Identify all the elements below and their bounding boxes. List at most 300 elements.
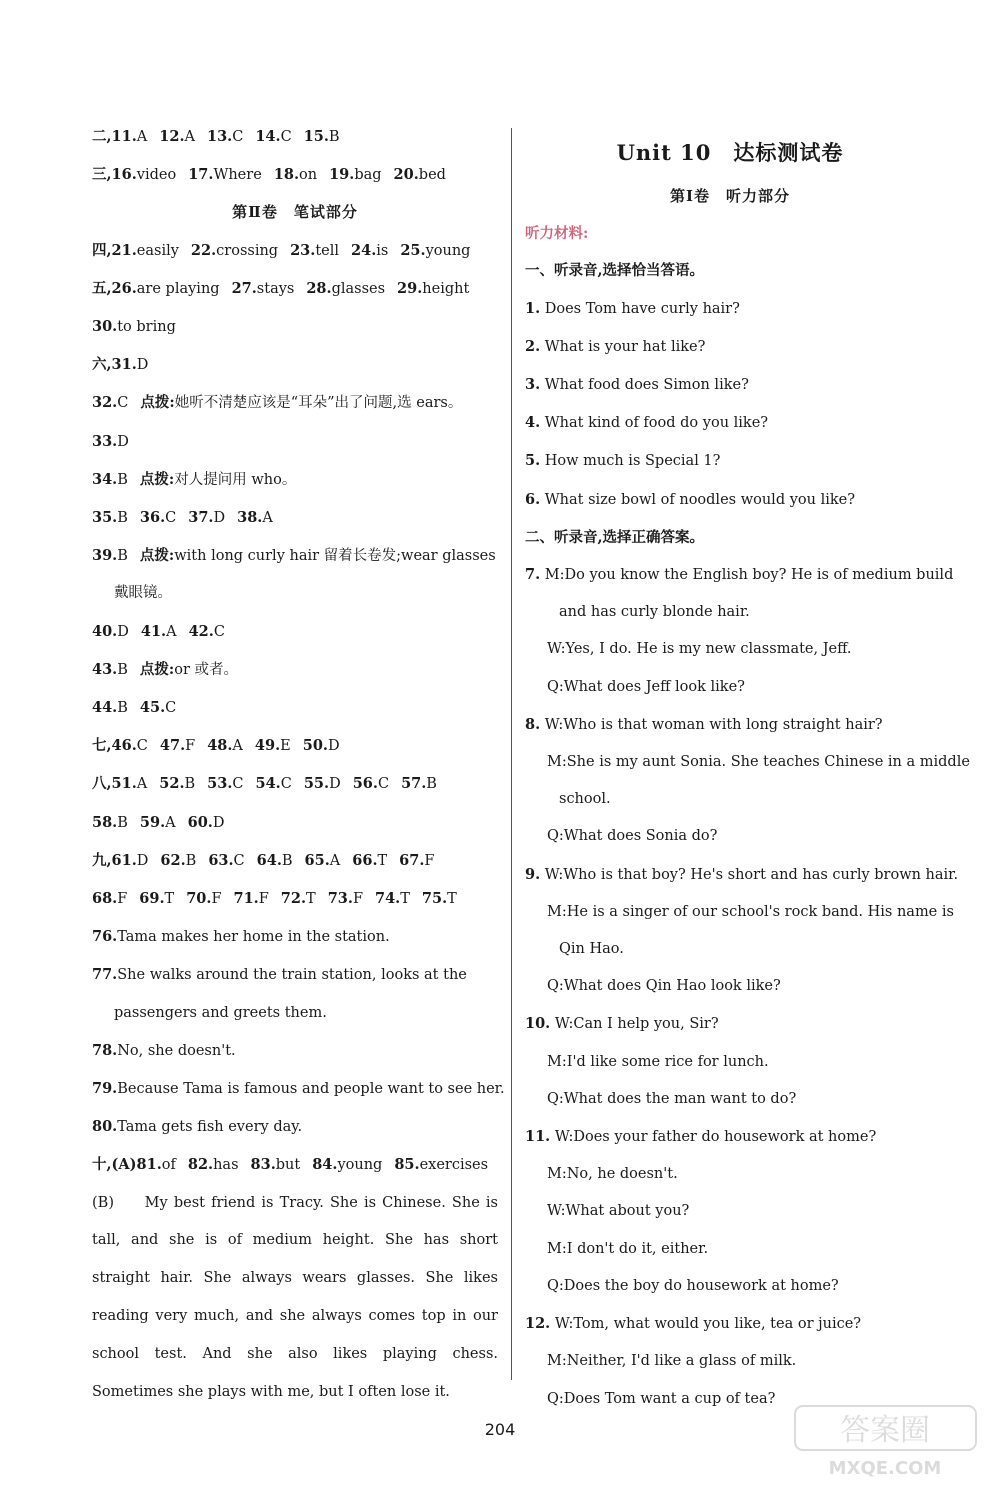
answer-value: A — [136, 129, 148, 145]
dialog-text: Q:What does Qin Hao look like? — [547, 978, 781, 995]
answer-value: bag — [354, 167, 382, 184]
listening-question — [525, 481, 935, 519]
answer-item — [92, 1157, 176, 1173]
answer-item — [160, 853, 196, 869]
answer-item — [303, 738, 340, 754]
dialog-line — [525, 1005, 935, 1043]
answer-item — [232, 281, 295, 297]
answer-value: exercises — [419, 1157, 489, 1174]
answer-number: 七,46. — [92, 737, 137, 755]
page-number: 204 — [484, 1420, 516, 1439]
answer-value: C — [280, 776, 292, 793]
answer-value: B — [117, 548, 128, 565]
answer-item — [306, 281, 385, 297]
dialog-line — [525, 968, 935, 1005]
answer-number: 十,(A)81. — [92, 1156, 162, 1174]
question-text: What is your hat like? — [540, 338, 706, 355]
dialog-line — [525, 1156, 935, 1193]
answer-line — [92, 461, 498, 499]
answer-value: E — [280, 738, 291, 755]
answer-number: 47. — [159, 737, 186, 755]
answer-value: on — [299, 167, 318, 184]
answer-number: 二,11. — [92, 128, 137, 145]
answer-item — [92, 434, 129, 450]
answer-number: 四,21. — [92, 241, 137, 259]
dialog-line — [525, 706, 935, 744]
dialog-text: W:Yes, I do. He is my new classmate, Jeff. — [547, 641, 852, 658]
answer-line — [92, 956, 498, 994]
answer-item — [140, 662, 238, 678]
answer-item — [92, 357, 148, 373]
answer-number: 点拨: — [139, 660, 175, 678]
answer-39-continued: 戴眼镜。 — [114, 585, 172, 602]
answer-value: A — [262, 510, 273, 527]
answer-number: 84. — [312, 1156, 338, 1174]
answer-number: 39. — [92, 547, 118, 565]
answer-line — [92, 232, 498, 270]
answer-number: 50. — [302, 737, 328, 755]
dialog-number: 7. — [525, 566, 541, 584]
answer-value: T — [164, 891, 175, 908]
questions-section-one — [525, 290, 935, 519]
answer-item — [92, 967, 467, 983]
answer-number: 点拨: — [140, 394, 175, 412]
answer-value: B — [281, 852, 293, 869]
answer-line — [92, 270, 498, 308]
answer-value: A — [329, 852, 341, 869]
answer-number: 23. — [290, 241, 316, 259]
listening-question — [525, 404, 935, 442]
answer-value: D — [136, 357, 149, 374]
answer-item — [92, 776, 147, 792]
question-number: 3. — [525, 376, 541, 394]
answer-value: stays — [256, 280, 295, 297]
answer-number: 69. — [139, 890, 165, 908]
dialog-text: Q:What does Jeff look like? — [547, 678, 745, 695]
answer-value: T — [400, 891, 410, 908]
answer-value: crossing — [216, 242, 279, 259]
dialog-text: W:Who is that woman with long straight hair? — [544, 716, 883, 733]
answer-line — [92, 308, 498, 346]
dialog-line — [525, 781, 935, 818]
dialog-line — [525, 1268, 935, 1305]
answer-number: 36. — [139, 509, 166, 527]
answer-value: A — [136, 776, 148, 793]
answer-number: 71. — [233, 890, 259, 908]
dialogs-section-two — [525, 556, 970, 1418]
answer-value: Because Tama is famous and people want to see her. — [117, 1081, 505, 1098]
dialog-line — [525, 1118, 935, 1156]
answer-item — [208, 853, 244, 869]
answer-number: 41. — [140, 622, 167, 640]
answer-number: 55. — [303, 775, 330, 793]
dialog-number: 9. — [525, 865, 541, 883]
dialog-text: M:Do you know the English boy? He is of medium build — [544, 567, 954, 584]
answer-value: 她听不清楚应该是“耳朵”出了问题,选 ears。 — [174, 395, 463, 412]
answer-item — [92, 1081, 505, 1097]
answer-value: D — [327, 738, 340, 755]
answer-value: young — [337, 1157, 383, 1174]
answer-line — [92, 842, 498, 880]
answer-number: 43. — [92, 660, 118, 678]
answer-value: B — [426, 776, 437, 793]
answer-item — [351, 243, 388, 259]
answer-number: 57. — [401, 775, 427, 793]
dialog-text: Q:What does Sonia do? — [547, 828, 718, 845]
question-number: 4. — [525, 414, 541, 432]
answer-value: C — [117, 395, 129, 412]
answer-number: 85. — [394, 1156, 420, 1174]
answer-item — [92, 548, 128, 564]
answer-value: F — [211, 891, 222, 908]
answer-number: 48. — [207, 737, 233, 755]
answer-item — [207, 776, 243, 792]
dialog-line — [525, 856, 959, 894]
answer-number: 27. — [231, 279, 257, 297]
answer-item — [207, 129, 243, 145]
dialog-text: M:He is a singer of our school's rock band. His name is — [547, 903, 954, 920]
answer-item — [92, 395, 128, 411]
answer-item — [422, 891, 457, 907]
answer-item — [92, 472, 128, 488]
dialog-line — [525, 744, 970, 781]
answer-number: 70. — [186, 890, 212, 908]
answer-value: B — [185, 852, 197, 869]
unit-title: Unit 10 达标测试卷 — [616, 140, 844, 165]
answer-number: 56. — [352, 775, 378, 793]
answer-number: 78. — [92, 1041, 118, 1059]
answer-value: or 或者。 — [174, 661, 239, 678]
answer-value: height — [422, 280, 470, 297]
answer-item — [257, 853, 293, 869]
answer-value: T — [447, 891, 457, 908]
answer-item — [251, 1157, 301, 1173]
answer-number: 37. — [188, 509, 214, 527]
dialog-line — [525, 894, 954, 931]
answer-value: is — [376, 242, 389, 259]
answer-value: D — [213, 510, 226, 527]
listening-question — [525, 328, 935, 366]
answer-line — [92, 423, 498, 461]
answers-part3 — [92, 613, 498, 995]
answer-item — [188, 1157, 239, 1173]
question-number: 2. — [525, 337, 541, 355]
dialog-line — [525, 1044, 935, 1081]
answer-number: 38. — [237, 509, 263, 527]
answer-line — [92, 727, 498, 765]
answer-number: 62. — [160, 851, 186, 869]
answer-number: 18. — [273, 166, 300, 184]
answer-number: 八,51. — [92, 775, 137, 793]
answer-item — [92, 1119, 302, 1135]
answer-value: Where — [213, 167, 262, 184]
answer-number: 52. — [159, 775, 185, 793]
answer-value: C — [233, 852, 245, 869]
answer-value: C — [213, 623, 225, 640]
answer-line — [92, 346, 498, 384]
answer-value: bed — [418, 167, 446, 184]
answer-item — [188, 815, 225, 831]
dialog-text: Qin Hao. — [559, 941, 624, 958]
question-text: What kind of food do you like? — [540, 415, 769, 432]
answer-number: 77. — [92, 966, 118, 984]
answer-line — [92, 384, 498, 422]
answer-value: B — [184, 776, 196, 793]
answer-item — [304, 129, 340, 145]
answer-number: 72. — [280, 890, 307, 908]
answer-number: 60. — [187, 813, 213, 831]
essay-text: My best friend is Tracy. She is Chinese. She is tall, and she is of medium height. She has short straight hair. She always wears glasses. She likes reading very much, and she always comes top in our school test. And she also likes playing chess. Sometimes she plays with me, but I often lose it. — [92, 1194, 498, 1400]
answer-number: 74. — [375, 890, 401, 908]
answer-number: 80. — [92, 1118, 118, 1136]
dialog-text: and has curly blonde hair. — [559, 604, 750, 621]
listening-question — [525, 442, 935, 480]
answer-item — [191, 243, 278, 259]
answer-value: C — [280, 129, 292, 145]
answer-item — [375, 891, 410, 907]
answer-value: B — [117, 661, 128, 678]
answer-value: D — [136, 852, 149, 869]
answer-line — [92, 918, 498, 956]
answer-item — [159, 776, 195, 792]
listening-question — [525, 290, 935, 328]
answer-line — [92, 1146, 498, 1184]
answer-item — [140, 472, 296, 488]
answer-number: 44. — [92, 699, 118, 717]
dialog-line — [525, 818, 935, 855]
answer-item — [328, 891, 363, 907]
answer-number: 30. — [92, 318, 118, 336]
answer-number: 82. — [187, 1156, 214, 1174]
dialog-number: 8. — [525, 715, 541, 733]
answer-item — [140, 548, 496, 564]
answer-value: young — [425, 242, 471, 259]
answer-number: 54. — [255, 775, 281, 793]
answer-item — [304, 776, 341, 792]
answer-number: 25. — [400, 241, 426, 259]
answer-value: to bring — [117, 319, 176, 336]
answer-value: D — [329, 776, 341, 793]
answer-item — [92, 510, 128, 526]
answer-value: B — [117, 510, 128, 527]
dialog-line — [525, 1343, 935, 1380]
answer-value: C — [165, 510, 177, 527]
answer-number: 15. — [303, 128, 329, 145]
question-number: 1. — [525, 299, 541, 317]
answer-item — [160, 738, 195, 754]
answer-item — [188, 510, 225, 526]
answer-value: F — [185, 738, 196, 755]
answer-item — [237, 510, 273, 526]
answer-number: 28. — [306, 279, 332, 297]
dialog-line — [525, 1081, 935, 1118]
answer-item — [140, 510, 176, 526]
answer-number: 75. — [421, 890, 448, 908]
answer-value: A — [232, 738, 243, 755]
answer-value: Tama gets fish every day. — [117, 1119, 303, 1136]
answer-line — [92, 804, 498, 842]
answer-number: 35. — [92, 509, 118, 527]
answer-item — [92, 700, 128, 716]
answer-value: A — [184, 129, 195, 145]
answer-value: but — [275, 1157, 301, 1174]
answer-item — [92, 815, 128, 831]
answer-item — [401, 776, 437, 792]
answer-item — [207, 738, 243, 754]
answer-item — [290, 243, 339, 259]
answer-value: C — [165, 700, 177, 717]
answer-item — [353, 776, 389, 792]
answer-value: F — [352, 891, 363, 908]
dialog-number: 12. — [525, 1315, 551, 1333]
answer-value: 对人提问用 who。 — [174, 471, 297, 488]
answer-item — [159, 129, 195, 145]
answer-line — [92, 1070, 505, 1108]
answer-number: 58. — [92, 813, 118, 831]
answer-line — [92, 118, 498, 156]
answer-item — [255, 129, 291, 145]
answer-number: 14. — [255, 128, 281, 145]
answer-value: No, she doesn't. — [117, 1042, 236, 1059]
answer-line — [92, 537, 498, 575]
answer-item — [92, 1043, 236, 1059]
question-number: 5. — [525, 452, 541, 470]
answer-value: D — [117, 433, 129, 450]
answer-number: 65. — [304, 851, 330, 869]
answer-number: 13. — [206, 128, 233, 145]
dialog-line — [525, 669, 935, 706]
question-number: 6. — [525, 490, 541, 508]
answer-item — [234, 891, 269, 907]
answer-number: 76. — [92, 928, 118, 946]
answer-number: 29. — [397, 279, 423, 297]
answer-value: F — [424, 852, 435, 869]
dialog-text: M:Neither, I'd like a glass of milk. — [547, 1353, 797, 1370]
answer-number: 67. — [399, 851, 425, 869]
answer-value: C — [232, 129, 244, 145]
answer-item — [188, 167, 262, 183]
answer-line — [92, 1032, 498, 1070]
answer-item — [140, 700, 176, 716]
answer-value: She walks around the train station, looks at the — [117, 967, 467, 984]
answer-value: of — [161, 1157, 176, 1174]
answer-value: Tama makes her home in the station. — [117, 929, 390, 946]
answer-item — [255, 738, 291, 754]
question-text: What size bowl of noodles would you like? — [540, 491, 855, 508]
answer-number: 66. — [352, 851, 378, 869]
answer-number: 79. — [92, 1080, 118, 1098]
section-two-instruction: 二、听录音,选择正确答案。 — [525, 528, 705, 546]
essay-label: (B) — [92, 1194, 114, 1211]
section-one-instruction: 一、听录音,选择恰当答语。 — [525, 262, 705, 280]
answer-line — [92, 880, 498, 918]
answer-number: 17. — [188, 166, 214, 184]
answer-number: 24. — [351, 241, 377, 259]
dialog-line — [525, 556, 954, 594]
answer-value: T — [306, 891, 316, 908]
answer-item — [141, 624, 177, 640]
answer-value: F — [258, 891, 269, 908]
answer-value: B — [117, 471, 128, 488]
answer-number: 42. — [188, 622, 214, 640]
answer-value: B — [117, 700, 128, 717]
answer-number: 点拨: — [139, 470, 175, 488]
answer-value: A — [166, 623, 177, 640]
dialog-line — [525, 1231, 935, 1268]
answer-number: 49. — [254, 737, 281, 755]
answers-part2 — [92, 232, 498, 576]
question-text: How much is Special 1? — [540, 453, 721, 470]
answer-item — [397, 281, 469, 297]
answer-number: 九,61. — [92, 851, 137, 869]
answer-value: has — [213, 1157, 239, 1174]
answer-number: 12. — [159, 128, 185, 145]
answer-number: 三,16. — [92, 166, 137, 184]
answer-item — [92, 738, 148, 754]
question-text: Does Tom have curly hair? — [540, 300, 740, 317]
answers-part4 — [92, 1032, 505, 1185]
answer-item — [140, 395, 462, 411]
dialog-text: W:Tom, what would you like, tea or juice? — [554, 1316, 862, 1333]
answer-number: 点拨: — [139, 547, 175, 565]
answer-item — [92, 853, 148, 869]
answer-line — [92, 651, 498, 689]
answer-line — [92, 689, 498, 727]
answer-number: 32. — [92, 394, 118, 412]
answer-value: C — [377, 776, 390, 793]
answers-part1 — [92, 118, 498, 194]
answer-value: video — [136, 167, 177, 184]
dialog-text: W:Who is that boy? He's short and has curly brown hair. — [544, 866, 959, 883]
answer-number: 19. — [329, 166, 355, 184]
answer-number: 59. — [139, 813, 166, 831]
answer-item — [305, 853, 341, 869]
answer-number: 73. — [327, 890, 353, 908]
answer-item — [92, 243, 179, 259]
dialog-line — [525, 1193, 935, 1230]
dialog-line — [525, 931, 935, 968]
answer-value: T — [377, 852, 388, 869]
answer-line — [92, 156, 498, 194]
answer-value: D — [117, 623, 129, 640]
answer-item — [256, 776, 292, 792]
dialog-text: W:Does your father do housework at home? — [554, 1129, 877, 1146]
answer-number: 63. — [208, 851, 234, 869]
answer-number: 40. — [92, 622, 118, 640]
answer-item — [139, 891, 174, 907]
section-heading-written: 第Ⅱ卷 笔试部分 — [232, 203, 358, 222]
dialog-line — [525, 631, 935, 668]
dialog-line — [525, 594, 935, 631]
answer-line — [92, 765, 498, 803]
answer-value: A — [165, 814, 176, 831]
dialog-number: 10. — [525, 1015, 551, 1033]
answer-item — [92, 319, 176, 335]
dialog-text: Q:Does Tom want a cup of tea? — [547, 1390, 776, 1407]
watermark-logo — [793, 1402, 978, 1480]
answer-number: 33. — [92, 432, 118, 450]
svg-text:答案圈: 答案圈 — [840, 1413, 930, 1448]
answer-number: 34. — [92, 470, 118, 488]
dialog-text: W:What about you? — [547, 1203, 690, 1220]
answer-item — [189, 624, 225, 640]
dialog-text: W:Can I help you, Sir? — [554, 1016, 719, 1033]
answer-number: 68. — [92, 890, 118, 908]
answer-number: 22. — [190, 241, 217, 259]
answer-number: 六,31. — [92, 356, 137, 374]
right-column — [525, 118, 970, 1418]
dialog-number: 11. — [525, 1128, 551, 1146]
